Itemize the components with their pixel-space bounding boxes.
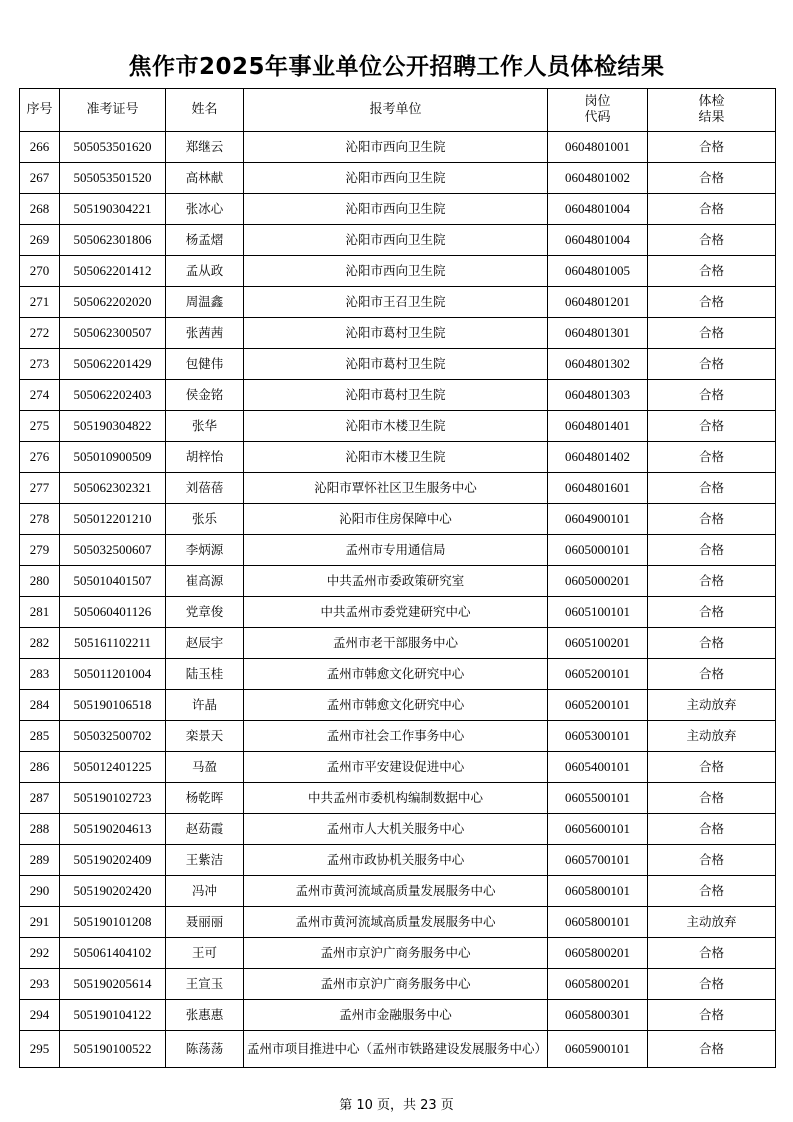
cell-code: 0605800301 [548, 1000, 648, 1031]
table-row [20, 845, 776, 876]
table-row [20, 1000, 776, 1031]
cell-seq: 274 [20, 380, 60, 411]
cell-unit: 孟州市黄河流域高质量发展服务中心 [244, 907, 548, 938]
cell-code: 0605800101 [548, 907, 648, 938]
cell-seq: 271 [20, 287, 60, 318]
cell-seq: 275 [20, 411, 60, 442]
table-row [20, 411, 776, 442]
table-row [20, 783, 776, 814]
cell-seq: 281 [20, 597, 60, 628]
cell-name: 王紫洁 [166, 845, 244, 876]
header-unit: 报考单位 [244, 89, 548, 132]
cell-result: 合格 [648, 597, 776, 628]
cell-unit: 沁阳市木楼卫生院 [244, 442, 548, 473]
cell-result: 合格 [648, 752, 776, 783]
cell-ticket: 505062300507 [60, 318, 166, 349]
cell-name: 包健伟 [166, 349, 244, 380]
cell-unit: 沁阳市葛村卫生院 [244, 349, 548, 380]
cell-unit: 中共孟州市委机构编制数据中心 [244, 783, 548, 814]
cell-seq: 280 [20, 566, 60, 597]
table-row [20, 752, 776, 783]
cell-name: 高林献 [166, 163, 244, 194]
cell-ticket: 505032500702 [60, 721, 166, 752]
cell-code: 0604801303 [548, 380, 648, 411]
cell-code: 0604801601 [548, 473, 648, 504]
cell-seq: 278 [20, 504, 60, 535]
cell-code: 0605400101 [548, 752, 648, 783]
cell-seq: 266 [20, 132, 60, 163]
table-row [20, 597, 776, 628]
cell-seq: 294 [20, 1000, 60, 1031]
cell-name: 杨乾晖 [166, 783, 244, 814]
results-table [19, 88, 776, 1068]
cell-seq: 295 [20, 1031, 60, 1068]
cell-code: 0605700101 [548, 845, 648, 876]
cell-name: 王宣玉 [166, 969, 244, 1000]
cell-result: 合格 [648, 814, 776, 845]
cell-result: 合格 [648, 1031, 776, 1068]
cell-code: 0604900101 [548, 504, 648, 535]
cell-ticket: 505190204613 [60, 814, 166, 845]
cell-seq: 293 [20, 969, 60, 1000]
table-row [20, 969, 776, 1000]
cell-ticket: 505190104122 [60, 1000, 166, 1031]
cell-name: 栾景天 [166, 721, 244, 752]
cell-name: 崔高源 [166, 566, 244, 597]
cell-code: 0605600101 [548, 814, 648, 845]
header-name: 姓名 [166, 89, 244, 132]
cell-result: 合格 [648, 938, 776, 969]
cell-ticket: 505161102211 [60, 628, 166, 659]
header-result-line2: 结果 [698, 110, 725, 125]
cell-ticket: 505061404102 [60, 938, 166, 969]
table-row [20, 504, 776, 535]
cell-ticket: 505053501520 [60, 163, 166, 194]
cell-code: 0605800201 [548, 938, 648, 969]
cell-unit: 沁阳市木楼卫生院 [244, 411, 548, 442]
cell-code: 0604801002 [548, 163, 648, 194]
cell-name: 周温鑫 [166, 287, 244, 318]
cell-unit: 沁阳市西向卫生院 [244, 194, 548, 225]
table-row [20, 163, 776, 194]
cell-unit: 孟州市老干部服务中心 [244, 628, 548, 659]
cell-ticket: 505190202409 [60, 845, 166, 876]
header-result [648, 89, 776, 132]
cell-code: 0605200101 [548, 690, 648, 721]
cell-code: 0605000101 [548, 535, 648, 566]
cell-unit: 孟州市政协机关服务中心 [244, 845, 548, 876]
cell-ticket: 505190202420 [60, 876, 166, 907]
cell-ticket: 505012401225 [60, 752, 166, 783]
cell-ticket: 505190101208 [60, 907, 166, 938]
table-row [20, 876, 776, 907]
cell-name: 李炳源 [166, 535, 244, 566]
cell-result: 合格 [648, 845, 776, 876]
table-row [20, 194, 776, 225]
cell-code: 0605000201 [548, 566, 648, 597]
cell-name: 张茜茜 [166, 318, 244, 349]
cell-unit: 孟州市社会工作事务中心 [244, 721, 548, 752]
cell-name: 陈荡荡 [166, 1031, 244, 1068]
cell-ticket: 505062202403 [60, 380, 166, 411]
cell-code: 0604801402 [548, 442, 648, 473]
cell-result: 合格 [648, 504, 776, 535]
cell-code: 0605800101 [548, 876, 648, 907]
cell-seq: 286 [20, 752, 60, 783]
cell-seq: 290 [20, 876, 60, 907]
cell-name: 冯冲 [166, 876, 244, 907]
table-row [20, 349, 776, 380]
cell-ticket: 505190304822 [60, 411, 166, 442]
cell-result: 合格 [648, 473, 776, 504]
cell-name: 侯金铭 [166, 380, 244, 411]
cell-name: 刘蓓蓓 [166, 473, 244, 504]
cell-code: 0605200101 [548, 659, 648, 690]
header-seq: 序号 [20, 89, 60, 132]
cell-seq: 268 [20, 194, 60, 225]
table-row [20, 566, 776, 597]
cell-unit: 孟州市黄河流域高质量发展服务中心 [244, 876, 548, 907]
cell-name: 张惠惠 [166, 1000, 244, 1031]
cell-seq: 270 [20, 256, 60, 287]
cell-ticket: 505062302321 [60, 473, 166, 504]
cell-name: 郑继云 [166, 132, 244, 163]
cell-unit: 孟州市韩愈文化研究中心 [244, 690, 548, 721]
table-row [20, 938, 776, 969]
table-row [20, 690, 776, 721]
cell-code: 0605100101 [548, 597, 648, 628]
cell-code: 0604801301 [548, 318, 648, 349]
cell-ticket: 505053501620 [60, 132, 166, 163]
cell-ticket: 505190100522 [60, 1031, 166, 1068]
header-ticket: 准考证号 [60, 89, 166, 132]
table-header-row [20, 89, 776, 132]
cell-code: 0604801004 [548, 194, 648, 225]
cell-unit: 中共孟州市委政策研究室 [244, 566, 548, 597]
cell-ticket: 505062201412 [60, 256, 166, 287]
cell-name: 赵辰宇 [166, 628, 244, 659]
table-row [20, 721, 776, 752]
table-row [20, 535, 776, 566]
cell-name: 聂丽丽 [166, 907, 244, 938]
cell-seq: 291 [20, 907, 60, 938]
cell-ticket: 505062201429 [60, 349, 166, 380]
table-row [20, 256, 776, 287]
table-row [20, 907, 776, 938]
cell-unit: 沁阳市西向卫生院 [244, 256, 548, 287]
cell-ticket: 505190106518 [60, 690, 166, 721]
cell-unit: 沁阳市葛村卫生院 [244, 380, 548, 411]
table-row [20, 628, 776, 659]
cell-name: 王可 [166, 938, 244, 969]
cell-result: 合格 [648, 256, 776, 287]
cell-seq: 283 [20, 659, 60, 690]
header-code-line1: 岗位 [584, 94, 611, 109]
cell-code: 0604801001 [548, 132, 648, 163]
cell-result: 合格 [648, 349, 776, 380]
cell-seq: 285 [20, 721, 60, 752]
cell-unit: 孟州市平安建设促进中心 [244, 752, 548, 783]
cell-seq: 269 [20, 225, 60, 256]
cell-result: 合格 [648, 566, 776, 597]
cell-result: 合格 [648, 969, 776, 1000]
cell-result: 合格 [648, 628, 776, 659]
table-row [20, 287, 776, 318]
table-row [20, 225, 776, 256]
cell-code: 0604801005 [548, 256, 648, 287]
cell-name: 胡梓怡 [166, 442, 244, 473]
table-row [20, 473, 776, 504]
cell-unit: 孟州市京沪广商务服务中心 [244, 969, 548, 1000]
cell-result: 合格 [648, 318, 776, 349]
cell-unit: 孟州市专用通信局 [244, 535, 548, 566]
cell-seq: 292 [20, 938, 60, 969]
cell-name: 孟从政 [166, 256, 244, 287]
cell-ticket: 505190102723 [60, 783, 166, 814]
cell-code: 0604801201 [548, 287, 648, 318]
cell-seq: 284 [20, 690, 60, 721]
cell-seq: 273 [20, 349, 60, 380]
cell-seq: 282 [20, 628, 60, 659]
cell-name: 赵苭霞 [166, 814, 244, 845]
cell-result: 合格 [648, 163, 776, 194]
cell-result: 合格 [648, 1000, 776, 1031]
header-code [548, 89, 648, 132]
cell-seq: 276 [20, 442, 60, 473]
table-row [20, 659, 776, 690]
cell-ticket: 505062202020 [60, 287, 166, 318]
cell-ticket: 505062301806 [60, 225, 166, 256]
cell-unit: 沁阳市葛村卫生院 [244, 318, 548, 349]
cell-unit: 沁阳市西向卫生院 [244, 225, 548, 256]
cell-result: 合格 [648, 225, 776, 256]
cell-seq: 289 [20, 845, 60, 876]
cell-unit: 沁阳市西向卫生院 [244, 132, 548, 163]
table-row [20, 1031, 776, 1068]
cell-seq: 272 [20, 318, 60, 349]
cell-name: 党章俊 [166, 597, 244, 628]
cell-seq: 287 [20, 783, 60, 814]
table-row [20, 318, 776, 349]
cell-seq: 288 [20, 814, 60, 845]
cell-code: 0604801302 [548, 349, 648, 380]
cell-ticket: 505012201210 [60, 504, 166, 535]
cell-result: 合格 [648, 380, 776, 411]
cell-name: 张华 [166, 411, 244, 442]
cell-ticket: 505190205614 [60, 969, 166, 1000]
cell-name: 张冰心 [166, 194, 244, 225]
cell-ticket: 505011201004 [60, 659, 166, 690]
cell-unit: 孟州市金融服务中心 [244, 1000, 548, 1031]
cell-seq: 279 [20, 535, 60, 566]
cell-code: 0605800201 [548, 969, 648, 1000]
cell-unit: 沁阳市住房保障中心 [244, 504, 548, 535]
cell-name: 陆玉桂 [166, 659, 244, 690]
cell-ticket: 505060401126 [60, 597, 166, 628]
page-title: 焦作市2025年事业单位公开招聘工作人员体检结果 [128, 54, 665, 80]
header-result-line1: 体检 [698, 94, 725, 109]
cell-unit: 沁阳市覃怀社区卫生服务中心 [244, 473, 548, 504]
cell-name: 杨孟熠 [166, 225, 244, 256]
table-body [20, 132, 776, 1068]
cell-ticket: 505190304221 [60, 194, 166, 225]
page-footer: 第 10 页，共 23 页 [339, 1098, 454, 1113]
cell-ticket: 505010401507 [60, 566, 166, 597]
cell-unit: 中共孟州市委党建研究中心 [244, 597, 548, 628]
cell-unit: 孟州市项目推进中心（孟州市铁路建设发展服务中心） [244, 1031, 548, 1068]
cell-unit: 孟州市人大机关服务中心 [244, 814, 548, 845]
cell-result: 合格 [648, 194, 776, 225]
cell-result: 主动放弃 [648, 690, 776, 721]
cell-result: 合格 [648, 535, 776, 566]
cell-result: 合格 [648, 783, 776, 814]
cell-result: 合格 [648, 659, 776, 690]
table-row [20, 132, 776, 163]
cell-ticket: 505010900509 [60, 442, 166, 473]
cell-seq: 277 [20, 473, 60, 504]
cell-result: 合格 [648, 876, 776, 907]
cell-unit: 沁阳市西向卫生院 [244, 163, 548, 194]
cell-unit: 沁阳市王召卫生院 [244, 287, 548, 318]
cell-name: 马盈 [166, 752, 244, 783]
cell-code: 0605300101 [548, 721, 648, 752]
cell-result: 合格 [648, 287, 776, 318]
header-code-line2: 代码 [584, 110, 611, 125]
cell-code: 0605500101 [548, 783, 648, 814]
cell-ticket: 505032500607 [60, 535, 166, 566]
cell-result: 合格 [648, 411, 776, 442]
cell-code: 0605100201 [548, 628, 648, 659]
cell-unit: 孟州市韩愈文化研究中心 [244, 659, 548, 690]
cell-code: 0605900101 [548, 1031, 648, 1068]
cell-result: 合格 [648, 132, 776, 163]
cell-result: 主动放弃 [648, 721, 776, 752]
table-row [20, 442, 776, 473]
table-row [20, 814, 776, 845]
cell-result: 合格 [648, 442, 776, 473]
cell-code: 0604801401 [548, 411, 648, 442]
cell-name: 许晶 [166, 690, 244, 721]
cell-unit: 孟州市京沪广商务服务中心 [244, 938, 548, 969]
cell-name: 张乐 [166, 504, 244, 535]
table-row [20, 380, 776, 411]
cell-result: 主动放弃 [648, 907, 776, 938]
cell-code: 0604801004 [548, 225, 648, 256]
cell-seq: 267 [20, 163, 60, 194]
